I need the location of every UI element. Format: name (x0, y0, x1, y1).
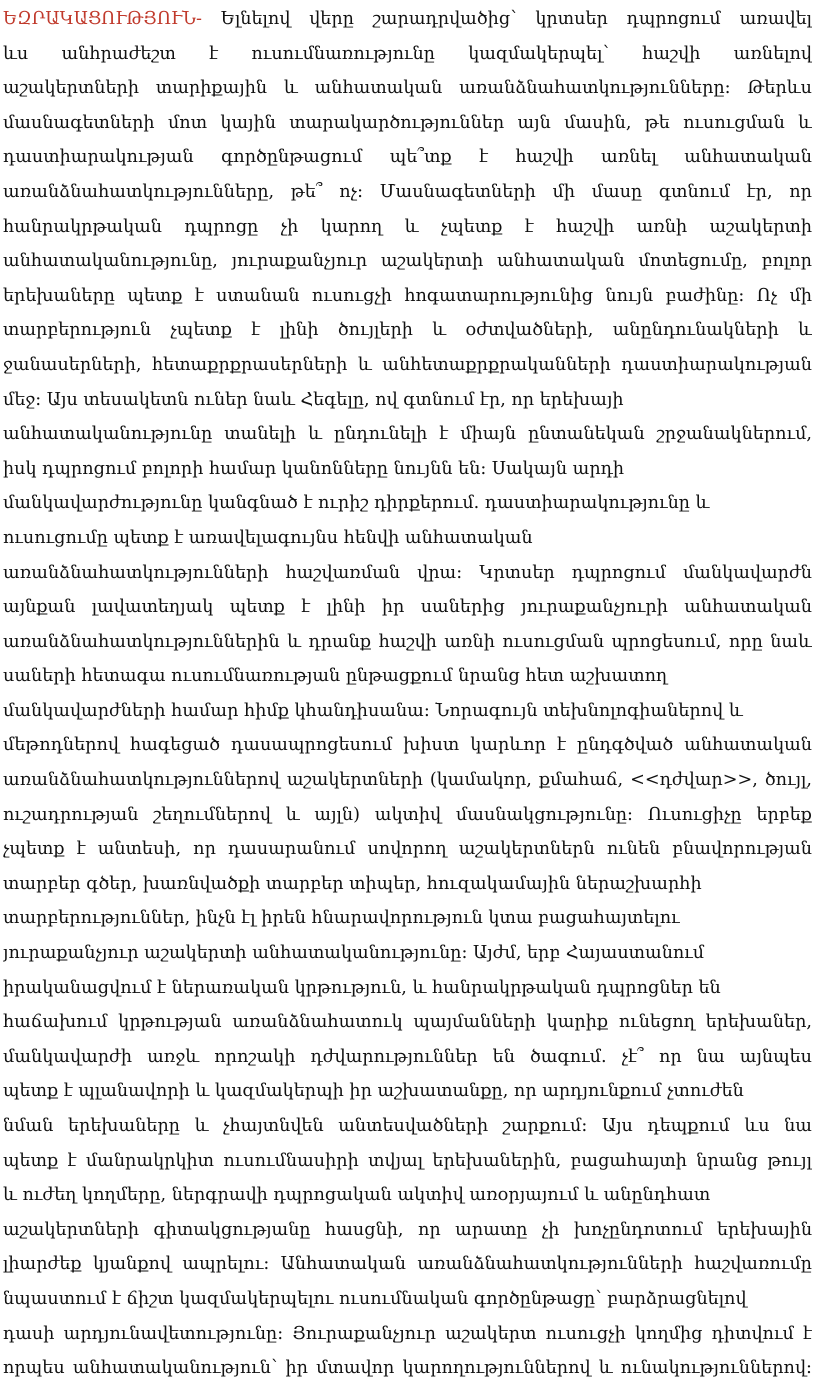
text-line-6: առանձնահատկությունները, թե՞ ոչ: Մասնագետների մի մասը գտնում էր, որ (3, 181, 812, 202)
text-line-15: մանկավարժությունը կանգնած է ուրիշ դիրքերում. դաստիարակությունը և (3, 493, 710, 514)
text-line-17: առանձնահատկությունների հաշվառման վրա: Կրտսեր դպրոցում մանկավարժն (3, 562, 812, 583)
text-line-21: մանկավարժների համար հիմք կհանդիսանա: Նորագույն տեխնոլոգիաներով և (3, 700, 743, 721)
text-line-1 (3, 2, 812, 37)
first-line-text: Ելնելով վերը շարադրվածից՝ կրտսեր դպրոցում առավել (201, 9, 812, 29)
text-line-20: սաների հետագա ուսումնառության ընթացքում նրանց հետ աշխատող (3, 666, 668, 687)
text-line-10: տարբերություն չպետք է լինի ծույլերի և օժտվածների, անընդունակների և (3, 320, 812, 341)
text-line-31: մանկավարժի առջև որոշակի դժվարություններ են ծագում. չէ՞ որ նա այնպես (3, 1046, 812, 1067)
text-line-23: առանձնահատկություններով աշակերտների (կամակոր, քմահաճ, <<դժվար>>, ծույլ, (3, 770, 812, 791)
text-line-37: լիարժեք կյանքով ապրելու: Անհատական առանձնահատկությունների հաշվառումը (3, 1254, 812, 1275)
text-line-3: աշակերտների տարիքային և անհատական առանձնահատկությունները: Թերևս (3, 78, 812, 99)
text-line-36: աշակերտների գիտակցությանը հասցնի, որ արատը չի խոչընդոտում երեխային (3, 1219, 812, 1240)
text-line-38: նպաստում է ճիշտ կազմակերպելու ուսումնական գործընթացը՝ բարձրացնելով (3, 1288, 747, 1309)
text-line-19: առանձնահատկություններին և դրանք հաշվի առնի ուսուցման պրոցեսում, որը նաև (3, 631, 812, 652)
text-line-14: իսկ դպրոցում բոլորի համար կանոնները նույնն են: Սակայն արդի (3, 458, 625, 479)
text-line-13: անհատականությունը տանելի և ընդունելի է միայն ընտանեկան շրջանակներում, (3, 424, 812, 445)
text-line-2: ևս անհրաժեշտ է ուսումնառությունը կազմակերպել՝ հաշվի առնելով (3, 43, 812, 64)
text-line-4: մասնագետների մոտ կային տարակարծություններ այն մասին, թե ուսուցման և (3, 112, 812, 133)
text-line-26: տարբեր գծեր, խառնվածքի տարբեր տիպեր, հուզակամային ներաշխարհի (3, 873, 702, 894)
text-line-5: դաստիարակության գործընթացում պե՞տք է հաշվի առնել անհատական (3, 147, 812, 168)
text-line-27: տարբերություններ, ինչն էլ իրեն հնարավորություն կտա բացահայտելու (3, 908, 680, 929)
text-line-25: չպետք է անտեսի, որ դասարանում սովորող աշակերտներն ունեն բնավորության (3, 839, 812, 860)
text-line-29: իրականացվում է ներառական կրթություն, և հանրակրթական դպրոցներ են (3, 977, 721, 998)
text-line-18: այնքան լավատեղյակ պետք է լինի իր սաներից յուրաքանչյուրի անհատական (3, 597, 812, 618)
text-line-9: երեխաները պետք է ստանան ուսուցչի հոգատարությունից նույն բաժինը: Ոչ մի (3, 285, 812, 306)
text-line-7: հանրակրթական դպրոցը չի կարող և չպետք է հաշվի առնի աշակերտի (3, 216, 812, 237)
text-line-11: ջանասերների, հետաքրքրասերների և անհետաքրքրականների դաստիարակության (3, 354, 812, 375)
text-line-16: ուսուցումը պետք է առավելագույնս հենվի անհատական (3, 527, 533, 548)
text-line-32: պետք է պլանավորի և կազմակերպի իր աշխատանքը, որ արդյունքում չտուժեն (3, 1081, 744, 1102)
text-line-39: դասի արդյունավետությունը: Յուրաքանչյուր աշակերտ ուսուցչի կողմից դիտվում է (3, 1323, 812, 1344)
text-line-33: նման երեխաները և չհայտնվեն անտեսվածների շարքում: Այս դեպքում ևս նա (3, 1116, 812, 1136)
text-line-40: որպես անհատականություն՝ իր մտավոր կարողություններով և ունակություններով: (3, 1358, 812, 1379)
text-line-12: մեջ: Այս տեսակետն ուներ նաև Հեգելը, ով գտնում էր, որ երեխայի (3, 389, 624, 410)
text-line-22: մեթոդներով հագեցած դասապրոցեսում խիստ կարևոր է ընդգծված անհատական (3, 735, 812, 756)
text-line-28: յուրաքանչյուր աշակերտի անհատականությունը: Այժմ, երբ Հայաստանում (3, 943, 705, 964)
text-line-8: անհատականությունը, յուրաքանչյուր աշակերտի անհատական մոտեցումը, բոլոր (3, 251, 812, 272)
section-heading: ԵԶՐԱԿԱՑՈՒԹՅՈՒՆ- (3, 9, 202, 29)
text-line-30: հաճախում կրթության առանձնահատուկ պայմանների կարիք ունեցող երեխաներ, (3, 1012, 812, 1033)
text-line-24: ուշադրության շեղումներով և այլն) ակտիվ մասնակցությունը: Ուսուցիչը երբեք (3, 804, 812, 825)
text-line-34: պետք է մանրակրկիտ ուսումնասիրի տվյալ երեխաներին, բացահայտի նրանց թույլ (3, 1150, 812, 1171)
text-line-35: և ուժեղ կողմերը, ներգրավի դպրոցական ակտիվ առօրյայում և անընդհատ (3, 1185, 711, 1206)
